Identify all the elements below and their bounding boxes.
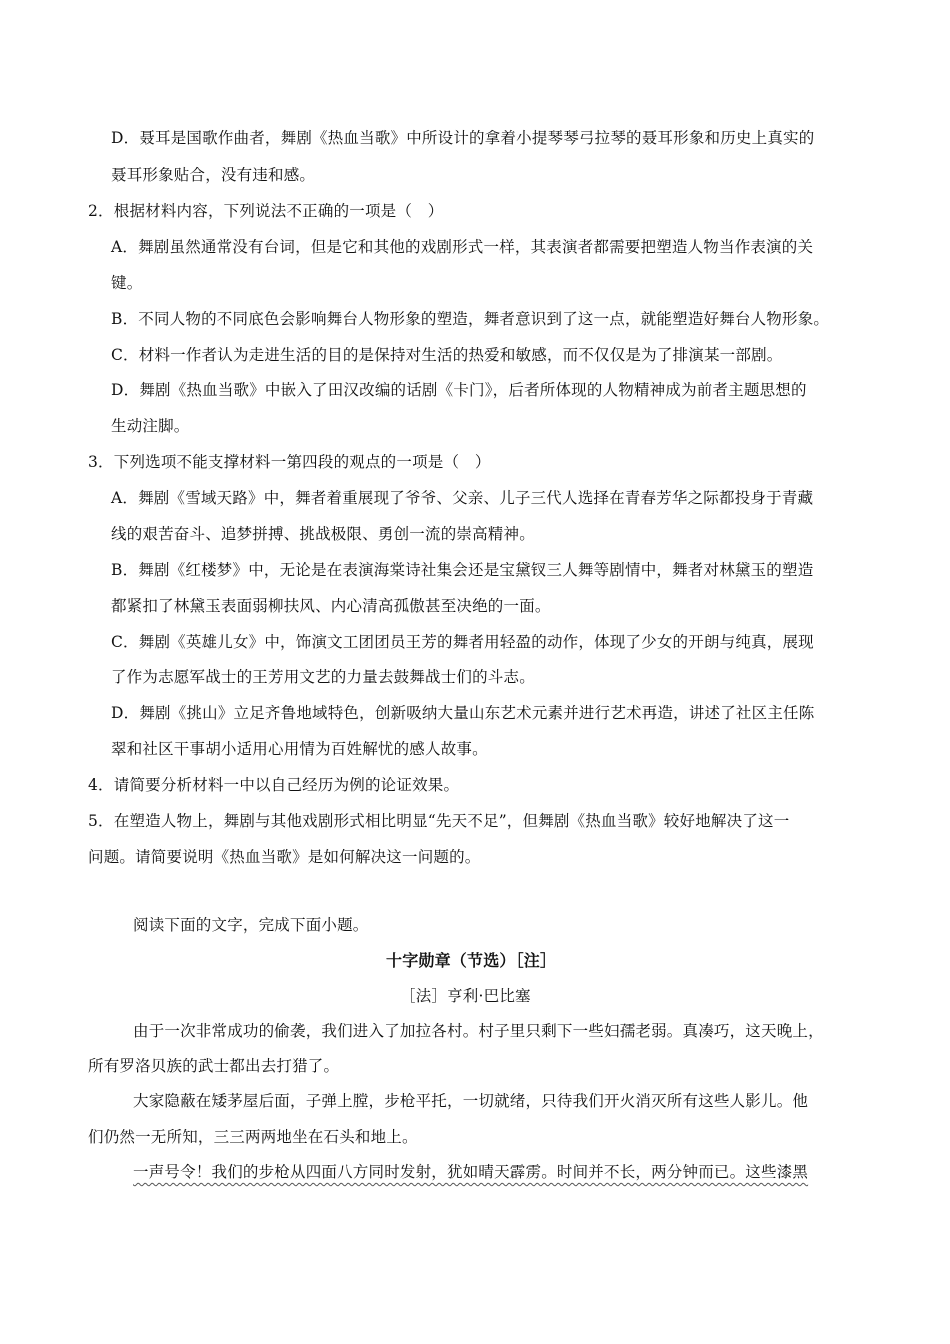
reading-intro: 阅读下面的文字，完成下面小题。 [133,916,369,934]
q4-stem: 4．请简要分析材料一中以自己经历为例的论证效果。 [88,776,460,794]
q5-stem-line2: 问题。请简要说明《热血当歌》是如何解决这一问题的。 [88,848,481,866]
q3-option-d-line1: D．舞剧《挑山》立足齐鲁地域特色，创新吸纳大量山东艺术元素并进行艺术再造，讲述了社区主任陈 [111,704,815,722]
q1-option-d-line1: D．聂耳是国歌作曲者，舞剧《热血当歌》中所设计的拿着小提琴琴弓拉琴的聂耳形象和历史上真实的 [111,129,815,147]
q1-option-d-line2: 聂耳形象贴合，没有违和感。 [111,166,316,184]
q2-option-a-line2: 键。 [111,274,143,292]
reading-title: 十字勋章（节选）［注］ [386,951,557,970]
q2-option-c: C．材料一作者认为走进生活的目的是保持对生活的热爱和敏感，而不仅仅是为了排演某一部剧。 [111,346,783,364]
q2-option-d-line2: 生动注脚。 [111,417,190,435]
q2-stem: 2．根据材料内容，下列说法不正确的一项是（ ） [88,202,444,220]
q3-stem: 3．下列选项不能支撑材料一第四段的观点的一项是（ ） [88,453,491,471]
q2-option-d-line1: D．舞剧《热血当歌》中嵌入了田汉改编的话剧《卡门》，后者所体现的人物精神成为前者主题思想的 [111,381,807,399]
paragraph-3-line1: 一声号令！我们的步枪从四面八方同时发射，犹如晴天霹雳。时间并不长，两分钟而已。这些漆黑 [133,1163,809,1181]
q3-option-a-line2: 线的艰苦奋斗、追梦拼搏、挑战极限、勇创一流的崇高精神。 [111,525,535,543]
q3-option-a-line1: A．舞剧《雪域天路》中，舞者着重展现了爷爷、父亲、儿子三代人选择在青春芳华之际都投身于青藏 [111,489,814,507]
reading-author: ［法］亨利·巴比塞 [400,987,531,1005]
q3-option-d-line2: 翠和社区干事胡小适用心用情为百姓解忧的感人故事。 [111,740,488,758]
paragraph-2-line1: 大家隐蔽在矮茅屋后面，子弹上膛，步枪平托，一切就绪，只待我们开火消灭所有这些人影儿。他 [133,1092,809,1110]
q3-option-b-line2: 都紧扣了林黛玉表面弱柳扶风、内心清高孤傲甚至决绝的一面。 [111,597,551,615]
q2-option-b: B．不同人物的不同底色会影响舞台人物形象的塑造，舞者意识到了这一点，就能塑造好舞台人物形象。 [111,310,830,328]
paragraph-2-line2: 们仍然一无所知，三三两两地坐在石头和地上。 [88,1128,418,1146]
q3-option-c-line1: C．舞剧《英雄儿女》中，饰演文工团团员王芳的舞者用轻盈的动作，体现了少女的开朗与纯真，展现 [111,633,814,651]
q3-option-b-line1: B．舞剧《红楼梦》中，无论是在表演海棠诗社集会还是宝黛钗三人舞等剧情中，舞者对林黛玉的塑造 [111,561,814,579]
q5-stem-line1: 5．在塑造人物上，舞剧与其他戏剧形式相比明显“先天不足”，但舞剧《热血当歌》较好地解决了这一 [88,812,790,830]
q2-option-a-line1: A．舞剧虽然通常没有台词，但是它和其他的戏剧形式一样，其表演者都需要把塑造人物当作表演的关 [111,238,814,256]
paragraph-1-line1: 由于一次非常成功的偷袭，我们进入了加拉各村。村子里只剩下一些妇孺老弱。真凑巧，这天晚上， [133,1022,824,1040]
q3-option-c-line2: 了作为志愿军战士的王芳用文艺的力量去鼓舞战士们的斗志。 [111,668,535,686]
paragraph-1-line2: 所有罗洛贝族的武士都出去打猎了。 [88,1057,340,1075]
